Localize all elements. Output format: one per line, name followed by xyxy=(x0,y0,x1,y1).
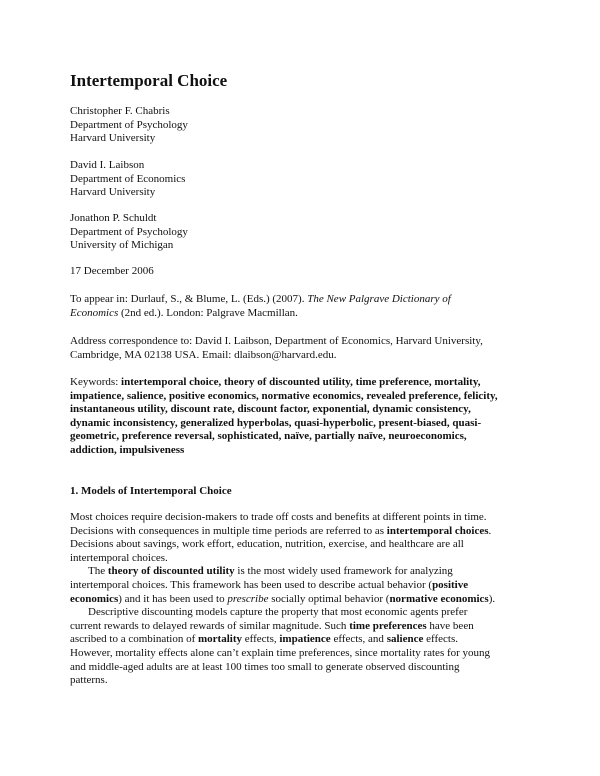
keywords-line-6 xyxy=(70,444,540,458)
bold-term: mortality xyxy=(198,633,242,646)
author-name: David I. Laibson xyxy=(70,159,145,171)
paper-date xyxy=(70,265,540,279)
keywords-line-5 xyxy=(70,430,540,444)
text-run: socially optimal behavior ( xyxy=(268,592,390,605)
bold-term: time preferences xyxy=(349,619,427,632)
author-name: Jonathon P. Schuldt xyxy=(70,212,157,224)
keywords-block xyxy=(70,376,540,458)
author-name: Christopher F. Chabris xyxy=(70,105,170,117)
text-run: is the most widely used framework for analyzing xyxy=(234,565,453,578)
keywords-line-4 xyxy=(70,417,540,431)
paragraph-3-line-4: However, mortality effects alone can’t explain time preferences, since mortality rates for young xyxy=(70,646,491,659)
paper-title: Intertemporal Choice xyxy=(70,71,228,90)
paragraph-2-line-2 xyxy=(70,579,540,593)
author-institution: University of Michigan xyxy=(70,239,174,252)
keywords-line-3 xyxy=(70,403,540,417)
text-run: effects. xyxy=(423,633,458,646)
keywords-text: instantaneous utility, discount rate, discount factor, exponential, dynamic consistency, xyxy=(70,403,471,416)
keywords-text: intertemporal choice, theory of discounted utility, time preference, mortality, xyxy=(121,376,481,388)
author-block-schuldt xyxy=(70,212,540,253)
text-run: ). xyxy=(488,592,496,605)
keywords-text: impatience, salience, positive economics, normative economics, revealed preference, felicity, xyxy=(70,389,498,402)
paragraph-3-line-2 xyxy=(70,620,540,634)
text-run: effects, and xyxy=(330,633,387,646)
author-department: Department of Psychology xyxy=(70,225,188,238)
author-department: Department of Psychology xyxy=(70,118,188,131)
text-run: effects, xyxy=(241,633,280,646)
keywords-text: geometric, preference reversal, sophisticated, naïve, partially naïve, neuroeconomics, xyxy=(70,430,467,443)
keywords-line-2 xyxy=(70,390,540,404)
italic-term: prescribe xyxy=(227,592,269,605)
publication-note xyxy=(70,293,540,320)
author-department: Department of Economics xyxy=(70,172,186,185)
paragraph-3-line-6: patterns. xyxy=(70,674,108,687)
keywords-text: dynamic inconsistency, generalized hyperbolas, quasi-hyperbolic, present-biased, quasi- xyxy=(70,416,482,429)
bold-term: normative economics xyxy=(389,592,489,605)
text-run: intertemporal choices. This framework has been used to describe actual behavior ( xyxy=(70,578,433,591)
author-institution: Harvard University xyxy=(70,132,156,145)
publication-line-1 xyxy=(70,293,540,307)
author-block-chabris xyxy=(70,105,540,146)
correspondence-address xyxy=(70,335,540,362)
address-line-1: Address correspondence to: David I. Laibson, Department of Economics, Harvard University, xyxy=(70,335,483,347)
paragraph-2-line-1 xyxy=(70,565,540,579)
keywords-label: Keywords: xyxy=(70,376,122,388)
bold-term: intertemporal choices xyxy=(386,524,489,537)
keywords-line-1 xyxy=(70,376,540,390)
date-text: 17 December 2006 xyxy=(70,265,154,277)
paragraph-3-line-5: and middle-aged adults are at least 100 times too small to generate observed discounting xyxy=(70,660,460,673)
bold-term: theory of discounted utility xyxy=(107,565,235,578)
section-heading: 1. Models of Intertemporal Choice xyxy=(70,485,232,497)
paragraph-3-line-1: Descriptive discounting models capture the property that most economic agents prefer xyxy=(88,606,468,619)
text-run: The xyxy=(88,565,108,578)
publication-suffix: (2nd ed.). London: Palgrave Macmillan. xyxy=(118,306,298,319)
paragraph-3-line-3 xyxy=(70,633,540,647)
paragraph-1-line-1: Most choices require decision-makers to trade off costs and benefits at different points in time. xyxy=(70,511,487,523)
keywords-text: addiction, impulsiveness xyxy=(70,443,185,456)
paragraph-1-line-2 xyxy=(70,525,540,539)
bold-term: salience xyxy=(386,633,424,646)
book-title-part-1: The New Palgrave Dictionary of xyxy=(307,293,451,305)
author-block-laibson xyxy=(70,159,540,200)
book-title-part-2: Economics xyxy=(70,306,119,319)
paragraph-1-line-3: Decisions about savings, work effort, education, nutrition, exercise, and healthcare are all xyxy=(70,538,464,551)
text-run: ascribed to a combination of xyxy=(70,633,198,646)
address-line-2: Cambridge, MA 02138 USA. Email: dlaibson@harvard.edu. xyxy=(70,348,337,361)
paragraph-1-line-4: intertemporal choices. xyxy=(70,551,168,564)
text-run: . xyxy=(488,524,492,537)
bold-term: positive xyxy=(432,578,469,591)
text-run: current rewards to delayed rewards of similar magnitude. Such xyxy=(70,619,350,632)
publication-prefix: To appear in: Durlauf, S., & Blume, L. (Eds.) (2007). xyxy=(70,293,308,305)
publication-line-2 xyxy=(70,307,540,321)
text-run: Decisions with consequences in multiple time periods are referred to as xyxy=(70,524,387,537)
bold-term: economics xyxy=(70,592,119,605)
paragraph-2-line-3 xyxy=(70,593,540,607)
text-run: ) and it has been used to xyxy=(118,592,228,605)
bold-term: impatience xyxy=(279,633,331,646)
author-institution: Harvard University xyxy=(70,186,156,199)
section-body xyxy=(70,511,540,688)
text-run: have been xyxy=(426,619,474,632)
